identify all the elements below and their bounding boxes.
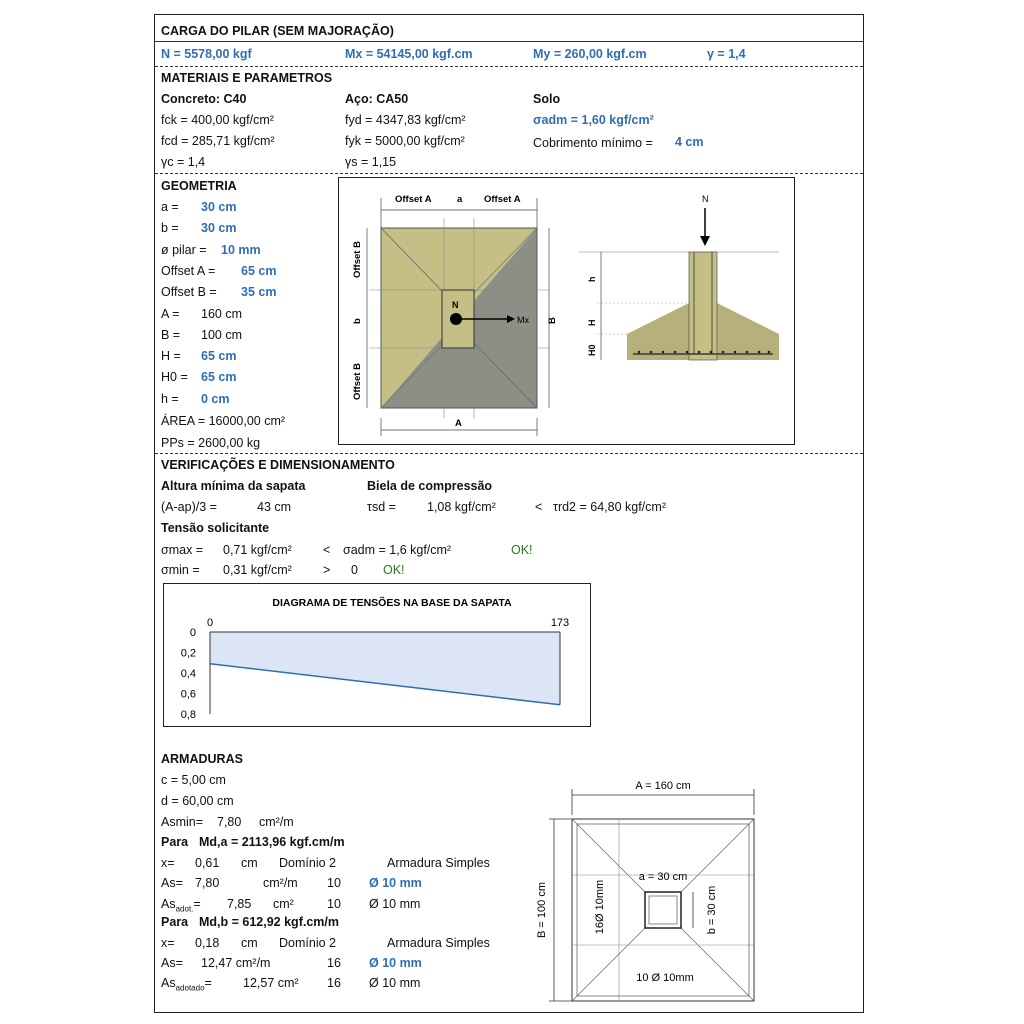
fcd-value: fcd = 285,71 kgf/cm² [161, 134, 275, 148]
column-outline [645, 892, 681, 928]
load-my: My = 260,00 kgf.cm [533, 47, 647, 61]
asad-b-bar: Ø 10 mm [369, 976, 421, 990]
dim-a-label: a [457, 194, 463, 205]
fyd-value: fyd = 4347,83 kgf/cm² [345, 113, 466, 127]
tsd-label: τsd = [367, 500, 396, 514]
rebar-a-dim: A = 160 cm [635, 780, 691, 792]
asad-a-label: $As_{adot.}=$ [161, 897, 201, 914]
smin-value: 0,31 kgf/cm² [223, 563, 292, 577]
asad-a-count: 10 [327, 897, 341, 911]
rebar-plan-drawing [527, 775, 767, 1007]
dim-big-b-label: B [547, 317, 558, 324]
as-a-unit: cm²/m [263, 876, 298, 890]
x-b-label: x= [161, 936, 175, 950]
geometry-value: 10 mm [221, 242, 261, 257]
pillar-load-title: CARGA DO PILAR (SEM MAJORAÇÃO) [161, 24, 394, 38]
tsd-value: 1,08 kgf/cm² [427, 500, 496, 514]
geometry-value: 30 cm [201, 221, 237, 236]
tsd-compare: < [535, 500, 543, 514]
verification-title: VERIFICAÇÕES E DIMENSIONAMENTO [161, 458, 395, 472]
reinforcement-title: ARMADURAS [161, 752, 243, 766]
stress-area [210, 632, 560, 705]
stress-diagram-svg [164, 584, 590, 726]
geometry-label: Offset A = [161, 263, 216, 278]
geometry-value: 30 cm [201, 200, 237, 214]
ok-status-2: OK! [383, 563, 405, 577]
x-b-unit: cm [241, 936, 258, 950]
x-tick-label: 173 [550, 617, 570, 629]
asmin-unit: cm²/m [259, 815, 294, 829]
as-b-value: 12,47 cm²/m [201, 956, 271, 970]
dim-offset-a-label: Offset A [395, 194, 432, 205]
section-h0-label: H0 [587, 344, 597, 356]
smin-compare: > [323, 563, 331, 577]
as-b-bar: Ø 10 mm [369, 956, 422, 970]
trd2-value: τrd2 = 64,80 kgf/cm² [553, 500, 666, 514]
gamma-s-value: γs = 1,15 [345, 155, 397, 169]
geometry-value: 100 cm [201, 327, 242, 342]
divider [155, 453, 863, 454]
fck-value: fck = 400,00 kgf/cm² [161, 113, 274, 127]
geometry-value: 65 cm [241, 263, 277, 278]
smax-limit: σadm = 1,6 kgf/cm² [343, 543, 452, 557]
geometry-label: B = [161, 327, 181, 342]
geometry-value: 65 cm [201, 370, 237, 385]
geometry-label: b = [161, 221, 179, 236]
plan-n-label: N [452, 300, 459, 310]
smin-limit: 0 [351, 563, 358, 577]
divider [155, 173, 863, 174]
rebar-b-col: b = 30 cm [706, 885, 718, 935]
load-gamma: γ = 1,4 [707, 47, 746, 61]
load-n: N = 5578,00 kgf [161, 47, 252, 61]
as-b-count: 16 [327, 956, 341, 970]
para-a-label: Para [161, 835, 189, 849]
smax-label: σmax = [161, 543, 204, 557]
y-tick-label: 0,4 [180, 668, 196, 680]
load-mx: Mx = 54145,00 kgf.cm [345, 47, 473, 61]
materials-title: MATERIAIS E PARAMETROS [161, 71, 333, 85]
section-big-h-label: H [587, 319, 597, 326]
stress-title: Tensão solicitante [161, 521, 270, 535]
geometry-label: h = [161, 391, 179, 406]
dim-offset-b-label-2: Offset B [352, 363, 363, 400]
min-height-value: 43 cm [257, 500, 292, 514]
as-a-count: 10 [327, 876, 341, 890]
as-a-label: As= [161, 876, 183, 890]
calculation-sheet [154, 14, 864, 1013]
domain-b: Domínio 2 [279, 936, 336, 950]
as-a-bar: Ø 10 mm [369, 876, 422, 890]
asmin-label: Asmin= [161, 815, 204, 829]
geometry-label: H = [161, 349, 181, 364]
smax-compare: < [323, 543, 331, 557]
asad-a-value: 7,85 [227, 897, 252, 911]
rebar-bars-a: 10 Ø 10mm [636, 972, 694, 984]
pps-value: PPs = 2600,00 kg [161, 436, 261, 450]
x-b-value: 0,18 [195, 936, 220, 950]
chart-title: DIAGRAMA DE TENSÕES NA BASE DA SAPATA [272, 597, 512, 609]
x-a-label: x= [161, 856, 175, 870]
asad-b-count: 16 [327, 976, 341, 990]
section-h-label: h [587, 276, 597, 282]
geometry-label: H0 = [161, 370, 188, 385]
geometry-value: 160 cm [201, 306, 242, 321]
dim-offset-b-label: Offset B [352, 241, 363, 278]
smax-value: 0,71 kgf/cm² [223, 543, 292, 557]
geometry-label: Offset B = [161, 285, 217, 300]
y-tick-label: 0,2 [180, 647, 196, 660]
geometry-label: ø pilar = [161, 242, 207, 257]
geometry-value: 0 cm [201, 391, 230, 406]
armadura-a: Armadura Simples [387, 856, 490, 870]
asad-b-value: 12,57 cm² [243, 976, 299, 990]
y-tick-label: 0,8 [180, 709, 196, 721]
min-height-title: Altura mínima da sapata [161, 479, 306, 493]
cover-label: Cobrimento mínimo = [533, 136, 653, 150]
section-n-label: N [702, 194, 709, 204]
divider [155, 41, 863, 42]
y-tick-label: 0,6 [180, 688, 196, 701]
smin-label: σmin = [161, 563, 200, 577]
load-point-icon [450, 313, 462, 325]
asad-a-bar: Ø 10 mm [369, 897, 421, 911]
y-tick-label: 0 [189, 627, 196, 639]
asad-a-unit: cm² [273, 897, 294, 911]
x-a-value: 0,61 [195, 856, 220, 870]
rebar-bars-b: 16Ø 10mm [594, 879, 606, 935]
ok-status-1: OK! [511, 543, 533, 557]
as-b-label: As= [161, 956, 183, 970]
divider [155, 66, 863, 67]
footing-drawing [338, 177, 795, 445]
dim-b-label: b [352, 318, 363, 324]
min-height-formula: (A-ap)/3 = [161, 500, 217, 514]
stress-diagram [163, 583, 591, 727]
sigma-adm-value: σadm = 1,60 kgf/cm² [533, 113, 654, 127]
geometry-value: 65 cm [201, 349, 237, 364]
load-arrow-icon [700, 236, 710, 246]
steel-title: Aço: CA50 [345, 92, 409, 106]
geometry-title: GEOMETRIA [161, 179, 237, 193]
dim-big-a-label: A [455, 418, 462, 429]
md-b-value: Md,b = 612,92 kgf.cm/m [199, 915, 339, 929]
geometry-label: A = [161, 306, 180, 321]
area-value: ÁREA = 16000,00 cm² [161, 414, 286, 428]
domain-a: Domínio 2 [279, 856, 336, 870]
soil-title: Solo [533, 92, 561, 106]
gamma-c-value: γc = 1,4 [161, 155, 206, 169]
rebar-a-col: a = 30 cm [638, 871, 688, 883]
para-b-label: Para [161, 915, 189, 929]
x-a-unit: cm [241, 856, 258, 870]
md-a-value: Md,a = 2113,96 kgf.cm/m [199, 835, 345, 849]
c-value: c = 5,00 cm [161, 773, 226, 787]
cover-value: 4 cm [675, 135, 704, 149]
section-pillar [689, 252, 717, 360]
x-tick-label: 0 [206, 617, 214, 629]
asmin-value: 7,80 [217, 815, 242, 829]
geometry-label: a = [161, 200, 179, 214]
dim-offset-a-label-2: Offset A [484, 194, 521, 205]
plan-mx-label: Mx [517, 315, 529, 325]
as-a-value: 7,80 [195, 876, 220, 890]
concrete-title: Concreto: C40 [161, 92, 247, 106]
footing-drawing-svg [339, 178, 794, 444]
rebar-b-dim: B = 100 cm [536, 882, 548, 938]
armadura-b: Armadura Simples [387, 936, 490, 950]
biela-title: Biela de compressão [367, 479, 493, 493]
geometry-value: 35 cm [241, 285, 277, 300]
fyk-value: fyk = 5000,00 kgf/cm² [345, 134, 465, 148]
asad-b-label: $As_{adotado}=$ [161, 976, 212, 993]
d-value: d = 60,00 cm [161, 794, 234, 808]
